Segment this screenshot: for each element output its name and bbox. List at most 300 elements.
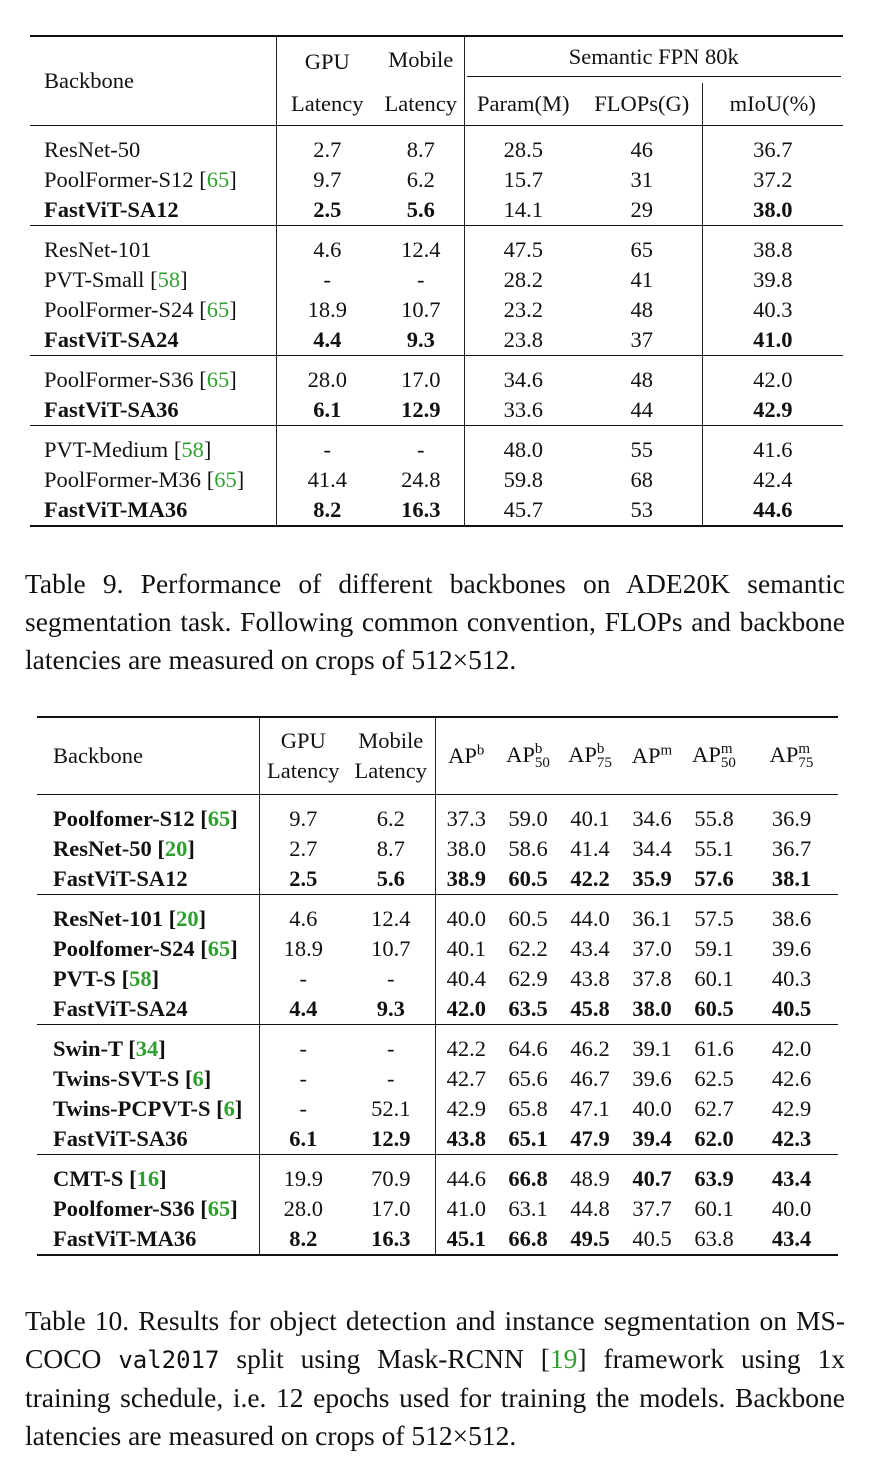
apb-value: 38.0 (446, 836, 486, 861)
gpu-latency: - (299, 1036, 307, 1061)
backbone-name-text: FastViT-MA36 (53, 1226, 197, 1251)
separator-cell (497, 795, 559, 805)
gpu-latency: 18.9 (307, 297, 347, 322)
param: 48.0 (503, 437, 543, 462)
ap-scripts (721, 742, 736, 770)
separator-cell (435, 795, 497, 805)
param: 34.6 (503, 367, 543, 392)
mobile-latency: - (378, 265, 464, 295)
cite-bracket-close: ] (180, 267, 188, 292)
cite-bracket-open: [ (184, 1066, 193, 1091)
t9-header-param: Param(M) (464, 83, 582, 126)
table-10 (37, 716, 838, 1256)
separator-cell (347, 795, 435, 805)
ap-sub: 50 (534, 755, 550, 772)
mobile-latency: 8.7 (347, 834, 435, 864)
apb50-value: 60.5 (508, 906, 548, 931)
backbone-name (37, 1224, 259, 1255)
apm75-value: 42.0 (771, 1036, 812, 1061)
separator-cell (378, 426, 464, 436)
separator-cell (435, 895, 497, 905)
cite-bracket-open: [ (200, 936, 208, 961)
flops: 44 (582, 395, 702, 426)
citation: 65 (207, 936, 231, 961)
backbone-name (37, 964, 259, 994)
separator-cell (37, 795, 259, 805)
apb-value: 43.8 (446, 1126, 486, 1151)
apm-value: 37.7 (632, 1196, 672, 1221)
mobile-latency: - (378, 435, 464, 465)
cite-bracket-open: [ (199, 297, 207, 322)
mobile-latency: 10.7 (347, 934, 435, 964)
apb50-value: 66.8 (497, 1224, 559, 1255)
backbone-name-text: ResNet-50 (44, 137, 141, 162)
separator-cell (259, 895, 347, 905)
apm75-value: 40.0 (771, 1196, 812, 1221)
mobile-latency: 17.0 (347, 1194, 435, 1224)
apm75-value: 42.3 (771, 1126, 812, 1151)
gpu-latency: - (299, 966, 307, 991)
miou: 42.0 (753, 367, 793, 392)
separator-cell (259, 1025, 347, 1035)
backbone-name-text: Poolfomer-S12 (53, 806, 201, 831)
miou: 40.3 (753, 297, 793, 322)
table-row (30, 465, 843, 495)
apb50-value: 65.1 (508, 1126, 548, 1151)
apm50-value: 59.1 (694, 936, 734, 961)
t9-header-fpn-rule (467, 76, 842, 77)
cite-bracket-open: [ (199, 367, 207, 392)
t10-caption-part2: split using Mask-RCNN [ (219, 1343, 550, 1374)
backbone-name (37, 1194, 259, 1224)
backbone-name (37, 1094, 259, 1124)
apb-value: 44.6 (446, 1166, 486, 1191)
separator-cell (559, 1155, 621, 1165)
mobile-latency: - (347, 1034, 435, 1064)
table-row (37, 834, 838, 864)
table-row (30, 135, 843, 165)
apm-value: 34.4 (632, 836, 672, 861)
flops: 41 (582, 265, 702, 295)
backbone-name (37, 834, 259, 864)
t10-header-apb50 (497, 717, 559, 795)
separator-cell (259, 795, 347, 805)
table-row (30, 395, 843, 426)
cite-bracket-close: ] (230, 806, 238, 831)
backbone-name (30, 365, 276, 395)
t10-caption-cite: 19 (549, 1343, 578, 1374)
separator-cell (276, 356, 378, 366)
table-row (37, 1094, 838, 1124)
backbone-name (30, 235, 276, 265)
mobile-latency: 17.0 (378, 365, 464, 395)
apm50-value: 60.1 (694, 966, 734, 991)
backbone-name-text: FastViT-SA12 (44, 197, 179, 222)
mobile-latency: 6.2 (347, 804, 435, 834)
apb50-value: 63.5 (508, 996, 548, 1021)
table-row (30, 295, 843, 325)
ap-sup: m (720, 741, 733, 758)
backbone-name (30, 165, 276, 195)
cite-bracket-open: [ (200, 1196, 208, 1221)
separator-cell (683, 1155, 745, 1165)
backbone-name-text: Swin-T (53, 1036, 129, 1061)
citation: 34 (135, 1036, 159, 1061)
separator-cell (621, 1155, 683, 1165)
apb75-value: 42.2 (570, 866, 610, 891)
apm75-value: 40.5 (771, 996, 812, 1021)
miou: 42.4 (753, 467, 793, 492)
ap-sup: m (660, 742, 673, 759)
backbone-name (30, 135, 276, 165)
backbone-name-text: FastViT-SA24 (53, 996, 188, 1021)
apm-value: 40.7 (632, 1166, 672, 1191)
apb-value: 41.0 (446, 1196, 486, 1221)
group-separator (37, 895, 838, 905)
apb-value: 40.4 (446, 966, 486, 991)
mobile-latency: 5.6 (378, 195, 464, 226)
cite-bracket-open: [ (173, 437, 182, 462)
group-spacer (37, 795, 838, 805)
t10-header-backbone: Backbone (37, 717, 259, 795)
gpu-latency: 6.1 (313, 397, 342, 422)
flops: 53 (582, 495, 702, 526)
separator-cell (582, 226, 702, 236)
backbone-name-text: FastViT-SA24 (44, 327, 179, 352)
group-separator (30, 226, 843, 236)
separator-cell (276, 426, 378, 436)
apb50-value: 60.5 (508, 866, 548, 891)
separator-cell (464, 226, 582, 236)
gpu-latency: 4.4 (313, 327, 342, 352)
cite-bracket-open: [ (150, 267, 158, 292)
ap-text: AP (769, 741, 799, 767)
t10-header-apm50 (683, 717, 745, 795)
backbone-name (37, 864, 259, 895)
gpu-latency: 9.7 (313, 167, 342, 192)
param: 14.1 (503, 197, 543, 222)
mobile-latency: 52.1 (347, 1094, 435, 1124)
table-row (37, 1194, 838, 1224)
apm-value: 39.4 (632, 1126, 672, 1151)
backbone-name-text: PoolFormer-S12 (44, 167, 200, 192)
apm50-value: 62.7 (694, 1096, 734, 1121)
apm50-value: 63.9 (694, 1166, 734, 1191)
backbone-name (30, 395, 276, 426)
backbone-name (30, 325, 276, 356)
citation: 58 (129, 966, 152, 991)
separator-cell (37, 1155, 259, 1165)
ap-scripts (798, 742, 813, 770)
table-row (37, 1034, 838, 1064)
ap-sup: m (798, 741, 811, 758)
apb-value: 42.7 (446, 1066, 486, 1091)
gpu-latency: 9.7 (289, 806, 318, 831)
cite-bracket-close: ] (230, 936, 238, 961)
separator-cell (37, 1025, 259, 1035)
citation: 6 (192, 1066, 204, 1091)
table-9 (30, 35, 843, 527)
table-row (30, 365, 843, 395)
apm50-value: 57.6 (694, 866, 734, 891)
cite-bracket-close: ] (203, 1066, 212, 1091)
backbone-name-text: PVT-Medium (44, 437, 174, 462)
mobile-latency: 5.6 (347, 864, 435, 895)
separator-cell (582, 426, 702, 436)
gpu-latency: 18.9 (283, 936, 323, 961)
t10-caption-part3: ] framework using 1x training schedule, i.e. 12 epochs used for training the models. Backbone latencies are measured on crops of 512×512. (25, 1343, 845, 1451)
gpu-latency: 6.1 (289, 1126, 318, 1151)
mobile-latency: 24.8 (378, 465, 464, 495)
param: 23.8 (503, 327, 543, 352)
gpu-latency: 4.4 (289, 996, 318, 1021)
table-row (30, 435, 843, 465)
mobile-latency: 12.9 (347, 1124, 435, 1155)
table-row (37, 1064, 838, 1094)
t9-header-flops: FLOPs(G) (582, 83, 702, 126)
apb-value: 37.3 (446, 806, 486, 831)
mobile-latency: 16.3 (347, 1224, 435, 1255)
cite-bracket-open: [ (129, 1166, 137, 1191)
separator-cell (745, 1155, 838, 1165)
param: 28.2 (503, 267, 543, 292)
table-row (30, 325, 843, 356)
apb50-value: 62.9 (508, 966, 548, 991)
apb-value: 42.0 (446, 996, 486, 1021)
citation: 58 (157, 267, 181, 292)
gpu-latency: - (299, 1066, 307, 1091)
backbone-name-text: FastViT-SA12 (53, 866, 188, 891)
table-row (37, 934, 838, 964)
separator-cell (347, 1025, 435, 1035)
apb50-value: 59.0 (508, 806, 548, 831)
ap-sup: b (596, 741, 605, 758)
group-separator (30, 356, 843, 366)
table-row (37, 964, 838, 994)
separator-cell (497, 1155, 559, 1165)
separator-cell (435, 1155, 497, 1165)
table-row (30, 495, 843, 526)
apb75-value: 45.8 (570, 996, 610, 1021)
cite-bracket-open: [ (216, 1096, 224, 1121)
t9-header-gpu: GPU (276, 36, 378, 83)
separator-cell (378, 356, 464, 366)
group-separator (30, 426, 843, 436)
t9-header-fpn-label: Semantic FPN 80k (568, 43, 739, 69)
param: 28.5 (503, 137, 543, 162)
backbone-name-text: Poolfomer-S36 (53, 1196, 201, 1221)
backbone-name-text: PoolFormer-M36 (44, 467, 207, 492)
apm-value: 36.1 (632, 906, 672, 931)
separator-cell (702, 126, 843, 136)
apm50-value: 57.5 (694, 906, 734, 931)
param: 45.7 (464, 495, 582, 526)
t10-body (37, 795, 838, 1256)
gpu-latency: - (323, 437, 331, 462)
apm-value: 37.8 (632, 966, 672, 991)
gpu-latency: 4.6 (313, 237, 342, 262)
apb50-value: 63.1 (508, 1196, 548, 1221)
mobile-latency: 12.9 (378, 395, 464, 426)
citation: 20 (164, 836, 188, 861)
flops: 48 (582, 295, 702, 325)
miou: 42.9 (753, 397, 793, 422)
apm-value: 34.6 (632, 806, 672, 831)
mobile-latency: - (347, 1064, 435, 1094)
apb50-value: 62.2 (508, 936, 548, 961)
mobile-latency: 12.4 (378, 235, 464, 265)
backbone-name (37, 804, 259, 834)
t10-header-gpu-latency (259, 717, 347, 795)
separator-cell (30, 126, 276, 136)
t9-header-latency-gpu: Latency (276, 83, 378, 126)
gpu-latency: 28.0 (307, 367, 347, 392)
backbone-name (37, 1064, 259, 1094)
miou: 36.7 (753, 137, 793, 162)
backbone-name-text: ResNet-101 (53, 906, 169, 931)
apm50-value: 60.5 (694, 996, 734, 1021)
gpu-latency: 2.5 (313, 197, 342, 222)
cite-bracket-close: ] (230, 1196, 238, 1221)
separator-cell (347, 895, 435, 905)
apm75-value: 42.6 (771, 1066, 812, 1091)
separator-cell (702, 226, 843, 236)
cite-bracket-close: ] (158, 1036, 166, 1061)
apb50-value: 64.6 (508, 1036, 548, 1061)
backbone-name (37, 1034, 259, 1064)
table-row (30, 195, 843, 226)
cite-bracket-open: [ (157, 836, 165, 861)
ap-sup: b (534, 741, 543, 758)
table-9-caption: Table 9. Performance of different backbones on ADE20K semantic segmentation task. Following common convention, FLOPs and backbone latencies are measured on crops of 512×512. (25, 568, 845, 675)
ap-sub: 50 (720, 755, 736, 772)
cite-bracket-open: [ (128, 1036, 136, 1061)
backbone-name (30, 195, 276, 226)
backbone-name-text: FastViT-SA36 (44, 397, 179, 422)
t10-header-mobile-lat: Latency (354, 758, 427, 783)
table-row (30, 165, 843, 195)
backbone-name (30, 435, 276, 465)
apb-value: 38.9 (446, 866, 486, 891)
miou: 38.0 (753, 197, 793, 222)
ap-text: AP (448, 743, 477, 768)
apm-value: 38.0 (632, 996, 672, 1021)
separator-cell (582, 126, 702, 136)
apb-value: 40.1 (446, 936, 486, 961)
apm75-value: 38.1 (771, 866, 812, 891)
apb50-value: 58.6 (508, 836, 548, 861)
separator-cell (702, 356, 843, 366)
mobile-latency: 9.3 (347, 994, 435, 1025)
ap-scripts (597, 742, 612, 770)
ap-text: AP (506, 741, 535, 767)
separator-cell (497, 1025, 559, 1035)
cite-bracket-close: ] (229, 297, 237, 322)
gpu-latency: 2.7 (313, 137, 342, 162)
gpu-latency: - (299, 1096, 307, 1121)
ap-text: AP (631, 743, 661, 768)
separator-cell (745, 795, 838, 805)
table-row (37, 904, 838, 934)
ap-text: AP (692, 741, 721, 767)
table-row (30, 265, 843, 295)
miou: 44.6 (702, 495, 843, 526)
apb50-value: 65.8 (508, 1096, 548, 1121)
separator-cell (464, 126, 582, 136)
cite-bracket-close: ] (151, 966, 160, 991)
apm75-value: 43.4 (771, 1166, 812, 1191)
apb-value: 42.9 (446, 1096, 486, 1121)
ap-text: AP (568, 741, 597, 767)
apb75-value: 46.2 (570, 1036, 610, 1061)
separator-cell (559, 1025, 621, 1035)
backbone-name (37, 1164, 259, 1194)
t10-header-mobile-latency (347, 717, 435, 795)
apm50-value: 62.5 (694, 1066, 734, 1091)
gpu-latency: 41.4 (307, 467, 347, 492)
apb75-value: 46.7 (570, 1066, 610, 1091)
backbone-name-text: CMT-S (53, 1166, 130, 1191)
param: 33.6 (503, 397, 543, 422)
cite-bracket-open: [ (168, 906, 177, 931)
separator-cell (683, 895, 745, 905)
t10-header-gpu-lat: Latency (267, 758, 340, 783)
cite-bracket-close: ] (234, 1096, 243, 1121)
citation: 16 (136, 1166, 160, 1191)
apb50-value: 66.8 (508, 1166, 548, 1191)
table-row (37, 864, 838, 895)
citation: 65 (207, 806, 231, 831)
gpu-latency: 2.5 (289, 866, 318, 891)
separator-cell (435, 1025, 497, 1035)
citation: 20 (176, 906, 199, 931)
table-row (30, 235, 843, 265)
apb-value: 42.2 (446, 1036, 486, 1061)
t10-header-apb75 (559, 717, 621, 795)
table-row (37, 1164, 838, 1194)
apm50-value: 60.1 (694, 1196, 734, 1221)
cite-bracket-close: ] (229, 367, 237, 392)
citation: 65 (206, 167, 230, 192)
mobile-latency: 16.3 (378, 495, 464, 526)
param: 59.8 (503, 467, 543, 492)
separator-cell (378, 126, 464, 136)
separator-cell (745, 1025, 838, 1035)
backbone-name (30, 265, 276, 295)
backbone-name (30, 295, 276, 325)
apb75-value: 44.8 (570, 1196, 610, 1221)
t10-header-apm75 (745, 717, 838, 795)
mobile-latency: 12.4 (347, 904, 435, 934)
apm75-value: 39.6 (771, 936, 812, 961)
flops: 46 (582, 135, 702, 165)
mobile-latency: 9.3 (378, 325, 464, 356)
cite-bracket-open: [ (199, 167, 207, 192)
backbone-name (37, 994, 259, 1025)
param: 15.7 (503, 167, 543, 192)
separator-cell (621, 895, 683, 905)
flops: 31 (582, 165, 702, 195)
ap-scripts (535, 742, 550, 770)
separator-cell (702, 426, 843, 436)
apm50-value: 62.0 (694, 1126, 734, 1151)
separator-cell (276, 226, 378, 236)
t9-body (30, 126, 843, 527)
separator-cell (497, 895, 559, 905)
backbone-name (30, 465, 276, 495)
t10-header-apb (435, 717, 497, 795)
t10-header-mobile: Mobile (358, 728, 424, 753)
